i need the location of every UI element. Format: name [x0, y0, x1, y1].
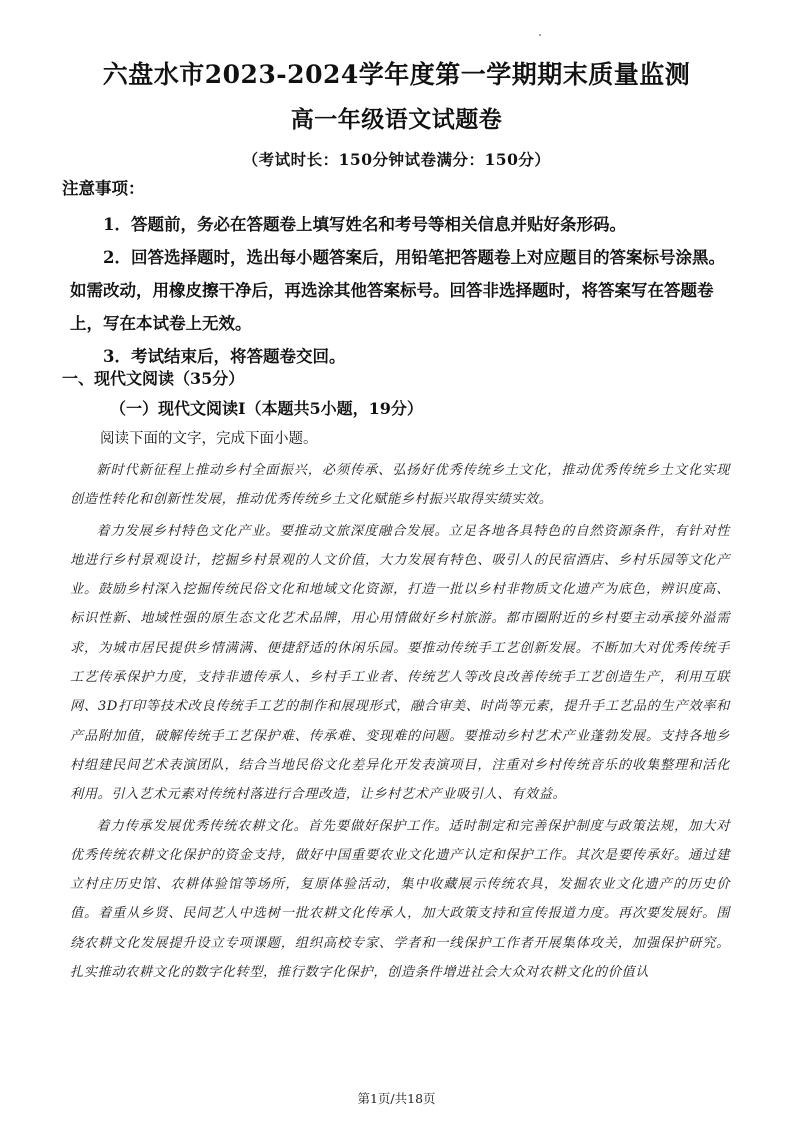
notice-list [70, 208, 726, 373]
notice-heading: 注意事项： [62, 179, 145, 198]
passage-paragraph: 着力传承发展优秀传统农耕文化。首先要做好保护工作。适时制定和完善保护制度与政策法规，加大对优秀传统农耕文化保护的资金支持，做好中国重要农业文化遗产认定和保护工作。其次是要传承好。通过建立村庄历史馆、农耕体验馆等场所，复原体验活动，集中收藏展示传统农具，发掘农业文化遗产的历史价值。着重从乡贤、民间艺人中选树一批农耕文化传承人，加大政策支持和宣传报道力度。再次要发展好。围绕农耕文化发展提升设立专项课题，组织高校专家、学者和一线保护工作者开展集体攻关，加强保护研究。扎实推动农耕文化的数字化转型，推行数字化保护，创造条件增进社会大众对农耕文化的价值认 [70, 818, 730, 981]
scan-speck [539, 34, 541, 36]
reading-instruction: 阅读下面的文字，完成下面小题。 [100, 431, 318, 447]
exam-duration-info: （考试时长：150分钟试卷满分：150分） [242, 150, 551, 169]
passage-paragraph: 着力发展乡村特色文化产业。要推动文旅深度融合发展。立足各地各具特色的自然资源条件，有针对性地进行乡村景观设计，挖掘乡村景观的人文价值，大力发展有特色、吸引人的民宿酒店、乡村乐园等文化产业。鼓励乡村深入挖掘传统民俗文化和地域文化资源，打造一批以乡村非物质文化遗产为底色，辨识度高、标识性新、地域性强的原生态文化艺术品牌，用心用情做好乡村旅游。都市圈附近的乡村要主动承接外溢需求，为城市居民提供乡情满满、便捷舒适的休闲乐园。要推动传统手工艺创新发展。不断加大对优秀传统手工艺传承保护力度，支持非遗传承人、乡村手工业者、传统艺人等改良改善传统手工艺创造生产，利用互联网、3D打印等技术改良传统手工艺的制作和展现形式，融合审美、时尚等元素，提升手工艺品的生产效率和产品附加值，破解传统手工艺保护难、传承难、变现难的问题。要推动乡村艺术产业蓬勃发展。支持各地乡村组建民间艺术表演团队，结合当地民俗文化差异化开发表演项目，注重对乡村传统音乐的收集整理和活化利用。引入艺术元素对传统村落进行合理改造，让乡村艺术产业吸引人、有效益。 [70, 523, 730, 803]
passage-paragraph: 新时代新征程上推动乡村全面振兴，必须传承、弘扬好优秀传统乡土文化，推动优秀传统乡土文化实现创造性转化和创新性发展，推动优秀传统乡土文化赋能乡村振兴取得实绩实效。 [70, 463, 730, 508]
notice-item: 3．考试结束后，将答题卷交回。 [103, 347, 346, 366]
notice-item: 2．回答选择题时，选出每小题答案后，用铅笔把答题卷上对应题目的答案标号涂黑。如需改动，用橡皮擦干净后，再选涂其他答案标号。回答非选择题时，将答案写在答题卷上，写在本试卷上无效。 [70, 248, 725, 333]
section-heading: 一、现代文阅读（35分） [62, 369, 245, 388]
reading-passage [70, 456, 730, 987]
page-number: 第1页/共18页 [357, 1091, 436, 1106]
subsection-heading: （一）现代文阅读Ⅰ（本题共5小题，19分） [110, 399, 423, 418]
exam-subtitle: 高一年级语文试题卷 [290, 106, 503, 133]
notice-item: 1．答题前，务必在答题卷上填写姓名和考号等相关信息并贴好条形码。 [103, 215, 626, 234]
exam-title: 六盘水市2023-2024学年度第一学期期末质量监测 [102, 60, 691, 89]
